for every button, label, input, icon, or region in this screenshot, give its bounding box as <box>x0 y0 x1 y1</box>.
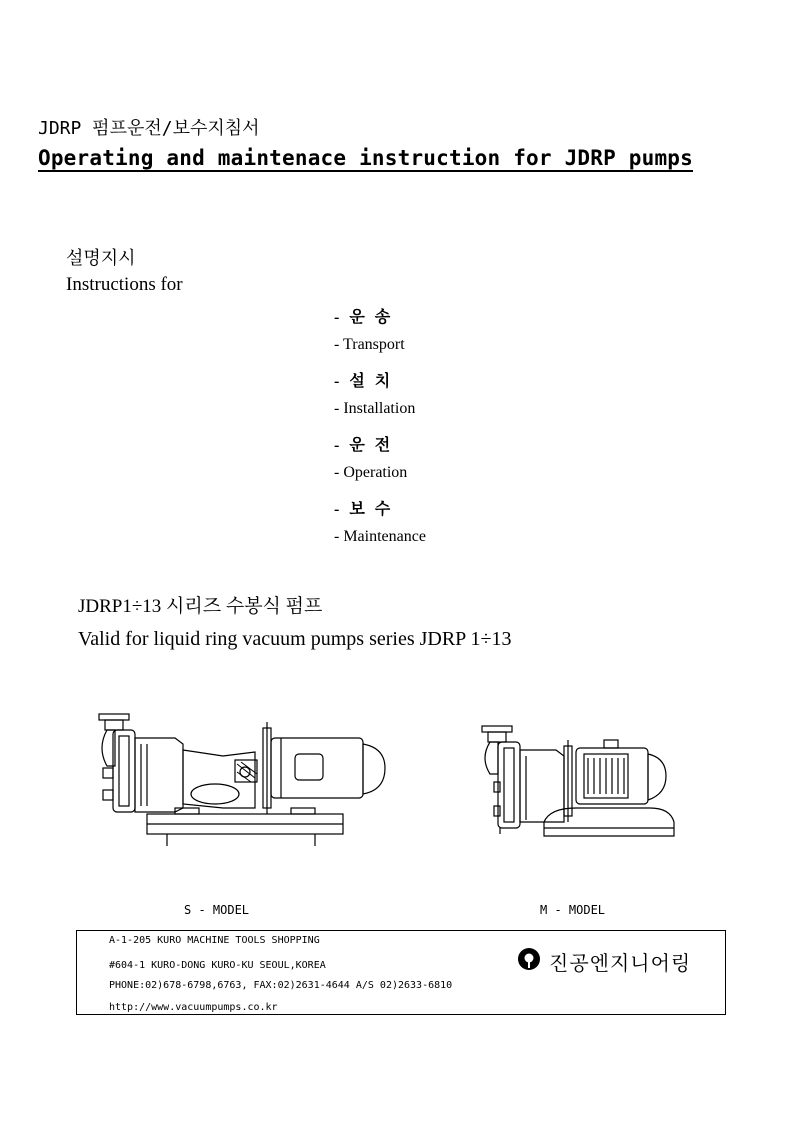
address-line: A-1-205 KURO MACHINE TOOLS SHOPPING <box>109 935 320 946</box>
company-logo-icon <box>517 947 541 971</box>
website-link[interactable]: http://www.vacuumpumps.co.kr <box>109 1002 278 1013</box>
list-item-maintenance: - Maintenance <box>334 528 426 545</box>
m-model-pump-drawing <box>480 722 690 850</box>
series-title-korean: JDRP1÷13 시리즈 수봉식 펌프 <box>78 596 323 617</box>
list-item-operation: - Operation <box>334 464 408 481</box>
list-item-installation-korean: - 설 치 <box>334 373 394 390</box>
s-model-label: S - MODEL <box>184 903 250 917</box>
list-item-operation-korean: - 운 전 <box>334 437 394 454</box>
instructions-heading-english: Instructions for <box>66 274 183 295</box>
phone-fax-line: PHONE:02)678-6798,6763, FAX:02)2631-4644 A/S 02)2633-6810 <box>109 980 453 991</box>
footer-contact-box <box>76 930 726 1015</box>
title-english: Operating and maintenace instruction for JDRP pumps <box>38 146 693 170</box>
list-item-installation: - Installation <box>334 400 416 417</box>
instructions-heading-korean: 설명지시 <box>66 248 136 268</box>
series-title-english: Valid for liquid ring vacuum pumps series JDRP 1÷13 <box>78 628 512 650</box>
company-name: 진공엔지니어링 <box>549 951 692 975</box>
s-model-pump-drawing <box>95 708 395 850</box>
list-item-transport: - Transport <box>334 336 405 353</box>
list-item-transport-korean: - 운 송 <box>334 309 394 326</box>
address-line: #604-1 KURO-DONG KURO-KU SEOUL,KOREA <box>109 960 326 971</box>
m-model-label: M - MODEL <box>540 903 606 917</box>
title-korean: JDRP 펌프운전/보수지침서 <box>38 118 260 139</box>
list-item-maintenance-korean: - 보 수 <box>334 501 394 518</box>
